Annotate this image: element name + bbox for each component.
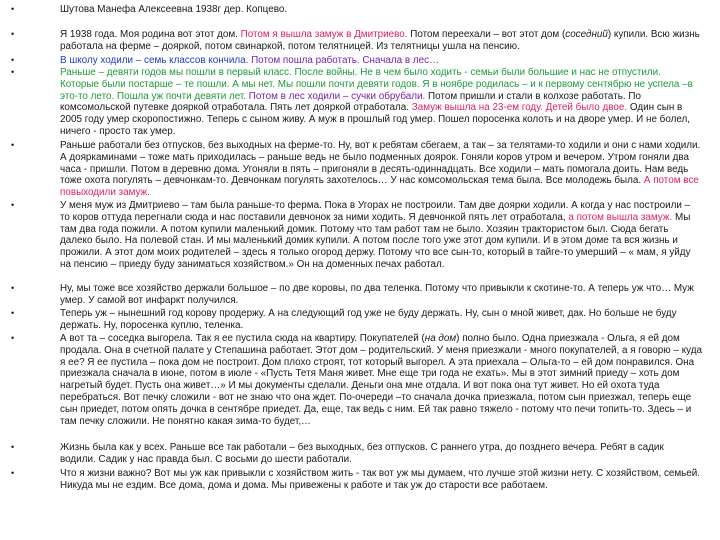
list-item [11, 442, 702, 466]
text-segment: соседний [565, 29, 608, 40]
text-segment: Потом я вышла замуж в Дмитриево. [240, 29, 408, 40]
text-segment: а потом вышла замуж. [568, 211, 673, 223]
paragraph-text [60, 4, 287, 15]
list-item [11, 140, 702, 199]
bullet-icon: • [11, 442, 15, 452]
list-item [11, 333, 702, 427]
bullet-icon: • [11, 200, 15, 210]
paragraph-text [60, 442, 664, 465]
text-segment: Раньше – девяти годов мы пошли в первый класс. После войны. Не в чем было ходить - семьи были большие и нас не отпустили. Которые были постарше – те пошли. А мы нет. Мы пошли почти девяти годов. Я в ноябре родилась – и к первому сентябрю не успела –в это-то лето. Пошла уж почти девяти лет. [60, 67, 693, 102]
text-segment: Раньше работали без отпусков, без выходных на ферме-то. Ну, вот к ребятам сбегаем, а так – за телятами-то ходили и они с нами ходили. А дояркаминами – тоже мать приходилась – раньше ведь не было подменных доярок. Гоняли коров утром и вечером. Утром гоняли два часа - пришли. Потом в деревню дома. Угоняли в пять – пригоняли в десять-одиннадцать. Все ходили – мать помогала доить. Нам ведь тоже охота погулять – девчонкам-то. Девчонкам погулять захотелось… У нас комсомольская тема была. Все молодежь была. [60, 140, 701, 187]
list-item [11, 200, 702, 271]
text-segment: В школу ходили – семь классов кончила. [60, 55, 252, 66]
bullet-icon: • [11, 333, 15, 343]
text-segment: Что я жизни важно? Вот мы уж как привыкли с хозяйством жить - так вот уж мы думаем, что лучше этой жизни нету. С хозяйством, семьей. Никуда мы не ездим. Все дома, дома и дома. Мы привежены к работе и так уж до старости все работаем. [60, 468, 701, 491]
bullet-icon: • [11, 29, 15, 39]
paragraph-text [60, 140, 700, 198]
text-segment: ) полно было. Одна приезжала - Ольга, я ей дом продала. Она в счетной палате у Степашина работает. Этот дом – родительский. У меня приезжали - много покупателей, а я говорю – куда я ее? Я ее пустила – пока дом не построит. Дом плохо строят, тот который выгорел. А эта приехала – Ольга-то – ей дом понравился. Она приезжала сначала в июне, потом в июле - «Пусть Тетя Маня живет. Мне еще три года не ехать». Мы в этот зимний приеду – хоть дом нагретый будет. Пусть она живет…» И мы документы сделали. Деньги она мне отдала. И вот пока она тут живет. Но ей охота туда перебраться. Вот печку сложили - вот не знаю что она ждет. По-очереди –то сначала дочка приезжала, потом сын приезжал, теперь еще сын приедет, потом опять дочка в сентябре приедет. Да, еще, так ведь с ним. Ей так равно тяжело - потому что печи топить-то. Здесь – и там печку сложили. Не понятно какая зима-то будет,… [60, 333, 702, 427]
paragraph-text [60, 67, 693, 137]
text-segment: Один сын в 2005 году умер скоропостижно. Теперь с сыном живу. А муж в прошлый год умер. Пошел поросенка колоть и на дворе умер. И не болел, ничего - просто так умер. [60, 102, 691, 137]
bullet-icon: • [11, 283, 15, 293]
bullet-icon: • [11, 468, 15, 478]
text-segment: Ну, мы тоже все хозяйство держали большое – по две коровы, по два теленка. Потому что привыкли к скотине-то. А теперь уж что… Муж умер. У самой вот инфаркт получился. [60, 283, 694, 306]
paragraph-text [60, 468, 700, 491]
text-segment: на дом [424, 333, 457, 344]
text-segment: Потом в лес ходили – сучки обрубали. [248, 90, 426, 102]
bullet-icon: • [11, 55, 15, 65]
paragraph-text [60, 333, 702, 427]
text-segment: Теперь уж – нынешний год корову продержу. А на следующий год уже не буду держать. Ну, сын о мной живет, дак. Но больше не буду держать. Ну, поросенка куплю, теленка. [60, 308, 677, 331]
text-segment: Потом пошла работать. Сначала в лес… [251, 55, 439, 66]
text-segment: Замуж вышла на 23-ем году. Детей было двое. [411, 102, 628, 114]
text-segment: Потом переехали – вот этот дом ( [407, 29, 566, 40]
bullet-icon: • [11, 308, 15, 318]
text-segment: ) купили. Всю жизнь работала на ферме – дояркой, потом свинаркой, потом телятницей. Из телятницы ушла на пенсию. [60, 29, 700, 52]
text-segment: Мы там два года пожили. А потом купили маленький домик. Потому что там работ там не было. Хозяин трактористом был. Сюда бегать далеко было. На полевой стан. И мы маленький домик купили. А потом после того уже этот дом купили. И в этом доме та вся жизнь и прожили. А этот дом моих родителей – здесь я только огород держу. Потому что все сын-то, который в тайге-то умерший – « мам, я уйду на пенсию – приеду буду заниматься хозяйством.» Он на доменных печах работал. [60, 211, 691, 270]
list-item [11, 468, 702, 492]
bullet-icon: • [11, 140, 15, 150]
text-segment: Потом пришли и стали в колхозе работать. По комсомольской путевке дояркой отработала. Пять лет дояркой отработала. [60, 90, 641, 114]
list-item [11, 283, 702, 307]
bullet-icon: • [11, 67, 15, 77]
paragraph-text [60, 29, 700, 52]
list-item [11, 67, 702, 138]
paragraph-text [60, 283, 694, 306]
bullet-icon: • [11, 4, 15, 14]
list-item [11, 55, 702, 67]
paragraph-text [60, 200, 691, 270]
text-segment: Я 1938 года. Моя родина вот этот дом. [60, 29, 241, 40]
paragraph-text [60, 308, 677, 331]
text-segment: У меня муж из Дмитриево – там была раньше-то ферма. Пока в Угорах не построили. Там две доярки ходили. А когда у нас построили – то коров оттуда перегнали сюда и нас поставили девчонок за ними ходить. Я девчонкой пять лет отработала, [60, 200, 691, 223]
text-segment: А вот та – соседка выгорела. Так я ее пустила сюда на квартиру. Покупателей ( [60, 333, 425, 344]
text-segment: Шутова Манефа Алексеевна 1938г дер. Копцево. [60, 4, 288, 15]
paragraph-text [60, 55, 439, 66]
list-item [11, 4, 702, 16]
list-item [11, 308, 702, 332]
text-segment: А потом все повыходили замуж. [60, 175, 699, 199]
text-segment: Жизнь была как у всех. Раньше все так работали – без выходных, без отпусков. С раннего утра, до позднего вечера. Ребят в садик водили. Садик у нас правда был. С восьми до шести работали. [60, 442, 664, 465]
list-item [11, 29, 702, 53]
